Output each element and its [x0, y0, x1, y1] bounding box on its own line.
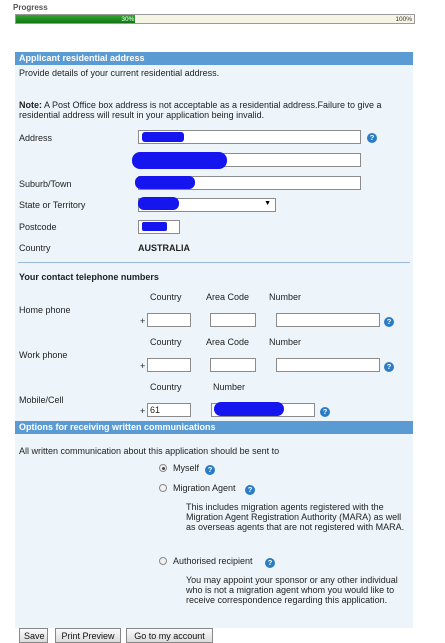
plus-sign: + — [140, 316, 146, 326]
help-icon[interactable]: ? — [384, 362, 394, 372]
option-recipient-description: You may appoint your sponsor or any other individual who is not a migration agent whom you would like to receive correspondence regarding this application. — [186, 575, 398, 605]
option-myself-label: Myself — [173, 463, 200, 473]
redaction-mark — [142, 222, 167, 231]
col-number: Number — [213, 382, 246, 392]
col-country: Country — [150, 337, 182, 347]
progress-current-text: 30% — [121, 16, 135, 23]
communications-intro: All written communication about this application should be sent to — [19, 446, 280, 456]
print-preview-button[interactable]: Print Preview — [55, 628, 121, 643]
work-country-input[interactable] — [147, 358, 191, 372]
help-icon[interactable]: ? — [320, 407, 330, 417]
note-text: A Post Office box address is not acceptable as a residential address.Failure to give a residential address will result in your application being invalid. — [19, 100, 382, 120]
country-label: Country — [19, 243, 51, 253]
suburb-label: Suburb/Town — [19, 179, 72, 189]
address-intro: Provide details of your current residential address. — [19, 68, 220, 78]
postcode-label: Postcode — [19, 222, 57, 232]
mobile-country-input[interactable]: 61 — [147, 403, 191, 417]
option-agent-label: Migration Agent — [173, 483, 236, 493]
help-icon[interactable]: ? — [205, 465, 215, 475]
col-country: Country — [150, 382, 182, 392]
radio-migration-agent[interactable] — [159, 484, 167, 492]
col-country: Country — [150, 292, 182, 302]
home-country-input[interactable] — [147, 313, 191, 327]
home-number-input[interactable] — [276, 313, 380, 327]
country-value: AUSTRALIA — [138, 243, 190, 253]
section-divider — [18, 262, 410, 263]
redaction-mark — [132, 152, 227, 169]
save-button[interactable]: Save — [19, 628, 48, 643]
address-section-header: Applicant residential address — [15, 52, 413, 65]
col-area-code: Area Code — [206, 292, 250, 302]
home-phone-label: Home phone — [19, 305, 71, 315]
redaction-mark — [135, 176, 195, 189]
col-number: Number — [269, 337, 302, 347]
phones-title: Your contact telephone numbers — [19, 272, 159, 282]
progress-end-text: 100% — [395, 16, 412, 23]
redaction-mark — [214, 402, 284, 416]
col-number: Number — [269, 292, 302, 302]
help-icon[interactable]: ? — [245, 485, 255, 495]
go-to-account-button[interactable]: Go to my account — [126, 628, 213, 643]
communications-section-header: Options for receiving written communications — [15, 421, 413, 434]
work-phone-label: Work phone — [19, 350, 68, 360]
option-agent-description: This includes migration agents registered with the Migration Agent Registration Authority (MARA) as well as overseas agents that are not registered with MARA. — [186, 502, 405, 532]
radio-myself[interactable] — [159, 464, 167, 472]
plus-sign: + — [140, 361, 146, 371]
plus-sign: + — [140, 406, 146, 416]
address-label: Address — [19, 133, 53, 143]
chevron-down-icon: ▼ — [264, 200, 271, 207]
option-recipient-label: Authorised recipient — [173, 556, 253, 566]
redaction-mark — [138, 197, 179, 210]
help-icon[interactable]: ? — [384, 317, 394, 327]
radio-authorised-recipient[interactable] — [159, 557, 167, 565]
help-icon[interactable]: ? — [265, 558, 275, 568]
home-area-input[interactable] — [210, 313, 256, 327]
address-note — [19, 100, 411, 120]
progress-bar — [15, 14, 415, 24]
progress-fill — [16, 15, 135, 23]
col-area-code: Area Code — [206, 337, 250, 347]
progress-label: Progress — [13, 3, 48, 12]
work-number-input[interactable] — [276, 358, 380, 372]
state-label: State or Territory — [19, 200, 86, 210]
mobile-label: Mobile/Cell — [19, 395, 64, 405]
note-bold: Note: — [19, 100, 42, 110]
work-area-input[interactable] — [210, 358, 256, 372]
redaction-mark — [142, 132, 184, 142]
help-icon[interactable]: ? — [367, 133, 377, 143]
